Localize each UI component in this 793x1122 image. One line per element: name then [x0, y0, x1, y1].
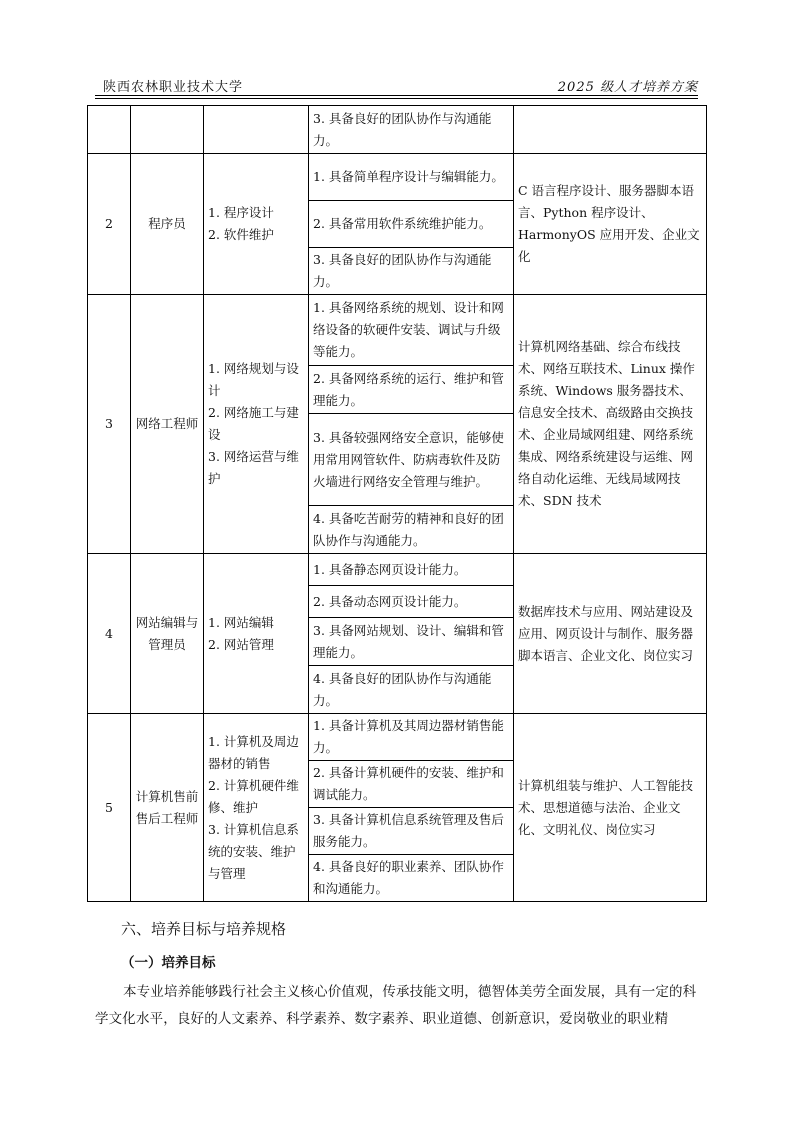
- cell-tasks: 1. 计算机及周边器材的销售 2. 计算机硬件维修、维护 3. 计算机信息系统的安装、维护与管理: [204, 714, 309, 902]
- table-row: [88, 295, 707, 366]
- header-plan-title: 2025 级人才培养方案: [557, 80, 698, 95]
- cell-position: 计算机售前售后工程师: [131, 714, 204, 902]
- cell-courses: C 语言程序设计、服务器脚本语言、Python 程序设计、HarmonyOS 应用开发、企业文化: [514, 154, 707, 295]
- section-title: 六、培养目标与培养规格: [121, 920, 287, 938]
- cell-no: [88, 106, 131, 154]
- subsection-title: （一）培养目标: [121, 955, 216, 971]
- cell-ability: 4. 具备良好的职业素养、团队协作和沟通能力。: [309, 855, 514, 902]
- header-school-name: 陕西农林职业技术大学: [103, 80, 244, 95]
- cell-no: 4: [88, 554, 131, 714]
- cell-ability: 4. 具备良好的团队协作与沟通能力。: [309, 666, 514, 714]
- header-rule-thin: [95, 98, 698, 99]
- cell-ability: 1. 具备静态网页设计能力。: [309, 554, 514, 586]
- cell-position: 网络工程师: [131, 295, 204, 554]
- cell-tasks: [204, 106, 309, 154]
- cell-position: 网站编辑与管理员: [131, 554, 204, 714]
- header-rule: [95, 95, 698, 96]
- cell-tasks: 1. 网络规划与设计 2. 网络施工与建设 3. 网络运营与维护: [204, 295, 309, 554]
- cell-tasks: 1. 网站编辑 2. 网站管理: [204, 554, 309, 714]
- cell-ability: 2. 具备网络系统的运行、维护和管理能力。: [309, 366, 514, 414]
- cell-courses: [514, 106, 707, 154]
- cell-ability: 3. 具备良好的团队协作与沟通能力。: [309, 248, 514, 295]
- cell-ability: 1. 具备网络系统的规划、设计和网络设备的软硬件安装、调试与升级等能力。: [309, 295, 514, 366]
- cell-ability: 2. 具备动态网页设计能力。: [309, 586, 514, 618]
- cell-courses: 数据库技术与应用、网站建设及应用、网页设计与制作、服务器脚本语言、企业文化、岗位实习: [514, 554, 707, 714]
- cell-ability: 3. 具备良好的团队协作与沟通能力。: [309, 106, 514, 154]
- cell-ability: 3. 具备网站规划、设计、编辑和管理能力。: [309, 618, 514, 666]
- cell-ability: 3. 具备较强网络安全意识，能够使用常用网管软件、防病毒软件及防火墙进行网络安全管理与维护。: [309, 414, 514, 506]
- body-paragraph: 本专业培养能够践行社会主义核心价值观，传承技能文明，德智体美劳全面发展，具有一定的科学文化水平，良好的人文素养、科学素养、数字素养、职业道德、创新意识，爱岗敬业的职业精: [95, 984, 697, 1027]
- cell-ability: 2. 具备计算机硬件的安装、维护和调试能力。: [309, 761, 514, 808]
- cell-no: 5: [88, 714, 131, 902]
- cell-position: 程序员: [131, 154, 204, 295]
- table-row: [88, 106, 707, 154]
- cell-ability: 3. 具备计算机信息系统管理及售后服务能力。: [309, 808, 514, 855]
- cell-no: 3: [88, 295, 131, 554]
- cell-ability: 4. 具备吃苦耐劳的精神和良好的团队协作与沟通能力。: [309, 506, 514, 554]
- table-row: [88, 154, 707, 201]
- cell-courses: 计算机网络基础、综合布线技术、网络互联技术、Linux 操作系统、Windows 服务器技术、信息安全技术、高级路由交换技术、企业局域网组建、网络系统集成、网络系统建设与运维、网络自动化运维、无线局域网技术、SDN 技术: [514, 295, 707, 554]
- table-row: [88, 554, 707, 586]
- cell-ability: 1. 具备简单程序设计与编辑能力。: [309, 154, 514, 201]
- cell-ability: 2. 具备常用软件系统维护能力。: [309, 201, 514, 248]
- cell-courses: 计算机组装与维护、人工智能技术、思想道德与法治、企业文化、文明礼仪、岗位实习: [514, 714, 707, 902]
- cell-ability: 1. 具备计算机及其周边器材销售能力。: [309, 714, 514, 761]
- table-row: [88, 714, 707, 761]
- job-ability-table: [87, 105, 707, 902]
- cell-position: [131, 106, 204, 154]
- cell-no: 2: [88, 154, 131, 295]
- cell-tasks: 1. 程序设计 2. 软件维护: [204, 154, 309, 295]
